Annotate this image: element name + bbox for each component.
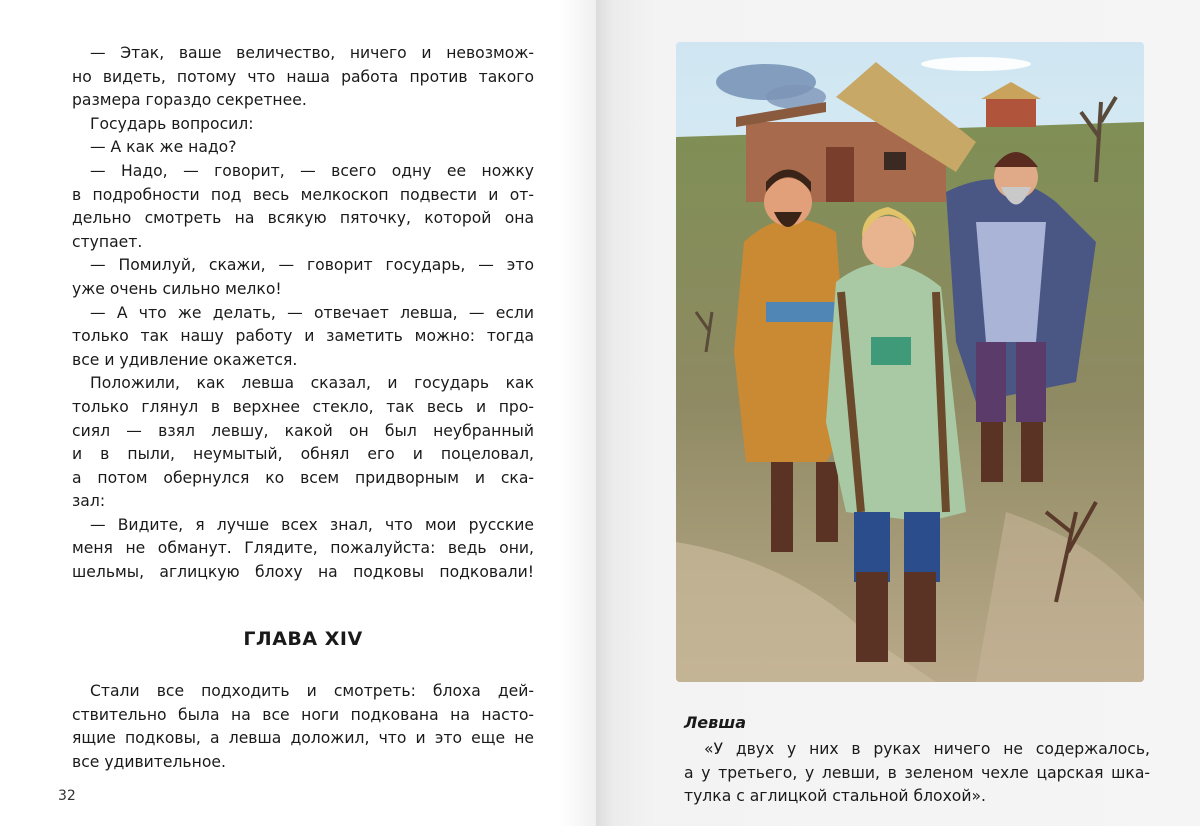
text-line: но видеть, потому что наша работа против такого [72, 67, 534, 86]
caption-line: «У двух у них в руках ничего не содержалось, [704, 740, 1150, 758]
text-line: Положили, как левша сказал, и государь как [90, 374, 534, 393]
gutter-shadow [560, 0, 596, 826]
chapter-text [72, 680, 534, 774]
text-line: — Этак, ваше величество, ничего и невозмож- [90, 44, 534, 62]
text-line: и в пыли, неумытый, обнял его и поцеловал, [72, 445, 534, 464]
text-line: Стали все подходить и смотреть: блоха дей- [90, 682, 534, 700]
text-line: Государь вопросил: [90, 114, 254, 133]
text-line: дельно смотреть на всякую пяточку, которой она [72, 209, 534, 228]
text-line: уже очень сильно мелко! [72, 279, 282, 298]
text-line: — Надо, — говорит, — всего одну ее ножку [90, 161, 534, 180]
text-line: — А что же делать, — отвечает левша, — если [90, 303, 534, 322]
left-page [0, 0, 596, 826]
text-line: все удивительное. [72, 752, 226, 771]
text-line: — А как же надо? [90, 138, 237, 157]
text-line: все и удивление окажется. [72, 350, 298, 369]
caption-line: а у третьего, у левши, в зеленом чехле царская шка- [684, 763, 1150, 782]
text-line: меня не обманут. Глядите, пожалуйста: ведь они, [72, 539, 534, 558]
text-line: размера гораздо секретнее. [72, 91, 307, 110]
text-line: шельмы, аглицкую блоху на подковы подковали! [72, 563, 534, 582]
text-line: в подробности под весь мелкоскоп подвести и от- [72, 185, 534, 204]
text-line: ступает. [72, 232, 143, 251]
text-line: только так нашу работу и заметить можно: тогда [72, 327, 534, 346]
text-line: сиял — взял левшу, какой он был неубранный [72, 421, 534, 440]
text-line: а потом обернулся ко всем придворным и ска- [72, 468, 534, 487]
caption-title: Левша [684, 713, 747, 732]
text-line: только глянул в верхнее стекло, так весь и про- [72, 397, 534, 416]
caption-text [684, 738, 1150, 809]
text-line: ящие подковы, а левша доложил, что и это еще не [72, 729, 534, 748]
text-line: — Помилуй, скажи, — говорит государь, — это [90, 256, 534, 275]
chapter-title: ГЛАВА XIV [243, 628, 363, 650]
caption-line: тулка с аглицкой стальной блохой». [684, 787, 986, 806]
main-text [72, 42, 534, 585]
text-line: — Видите, я лучше всех знал, что мои русские [90, 515, 534, 534]
page-number: 32 [58, 788, 76, 804]
text-line: зал: [72, 492, 106, 511]
text-line: ствительно была на все ноги подкована на насто- [72, 705, 534, 724]
illustration-picture [676, 42, 1144, 682]
illustration [676, 42, 1144, 682]
